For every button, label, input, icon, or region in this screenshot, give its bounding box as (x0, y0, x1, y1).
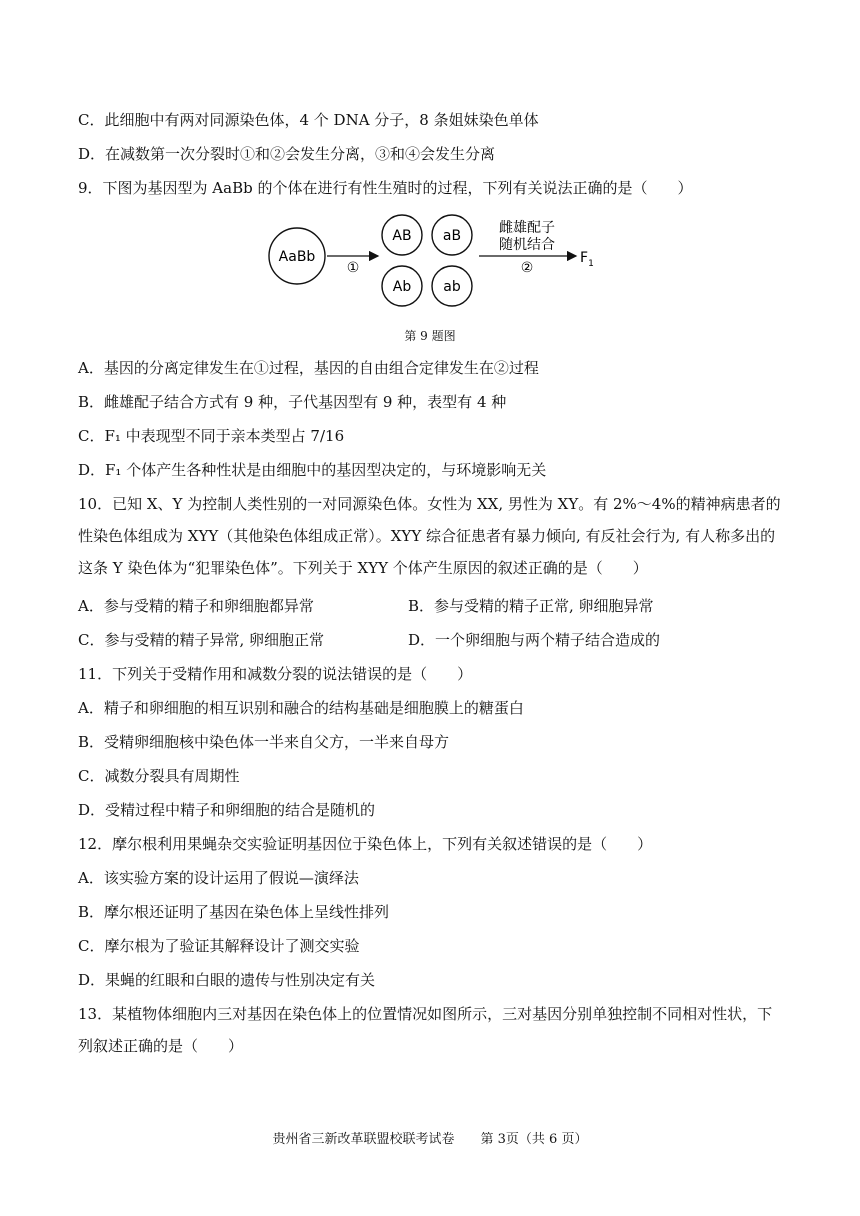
arrow-label-line1: 雌雄配子 (499, 220, 555, 236)
step-1-label: ① (346, 260, 360, 276)
q12-option-c: C．摩尔根为了验证其解释设计了测交实验 (78, 937, 360, 955)
gamete-label: ab (443, 279, 461, 295)
q10-option-c: C．参与受精的精子异常, 卵细胞正常 (78, 631, 325, 649)
q8-option-d: D．在减数第一次分裂时①和②会发生分离，③和④会发生分离 (78, 145, 496, 163)
page-footer: 贵州省三新改革联盟校联考试卷 第 3页（共 6 页） (272, 1132, 588, 1147)
q12-option-d: D．果蝇的红眼和白眼的遗传与性别决定有关 (78, 971, 376, 989)
q11-option-d: D．受精过程中精子和卵细胞的结合是随机的 (78, 801, 376, 819)
gamete-big-a-small-b (382, 266, 422, 306)
q12-option-b: B．摩尔根还证明了基因在染色体上呈线性排列 (78, 903, 390, 921)
gamete-ab-lower (432, 266, 472, 306)
q11-option-b: B．受精卵细胞核中染色体一半来自父方，一半来自母方 (78, 733, 450, 751)
gamete-label: Ab (392, 279, 412, 295)
q13-stem: 13．某植物体细胞内三对基因在染色体上的位置情况如图所示，三对基因分别单独控制不同相对性状，下列叙述正确的是（ ） (78, 1005, 773, 1055)
q9-option-a: A．基因的分离定律发生在①过程，基因的自由组合定律发生在②过程 (78, 359, 539, 377)
q10-option-a: A．参与受精的精子和卵细胞都异常 (78, 597, 314, 615)
q9-figure-caption: 第 9 题图 (404, 329, 456, 343)
gamete-label: AB (392, 228, 412, 244)
q9-option-d: D．F₁ 个体产生各种性状是由细胞中的基因型决定的，与环境影响无关 (78, 461, 547, 479)
q8-option-c: C．此细胞中有两对同源染色体，4 个 DNA 分子，8 条姐妹染色单体 (78, 111, 539, 129)
q10-option-d: D．一个卵细胞与两个精子结合造成的 (408, 631, 661, 649)
gamete-ab-upper (382, 215, 422, 255)
q11-option-a: A．精子和卵细胞的相互识别和融合的结构基础是细胞膜上的糖蛋白 (78, 699, 524, 717)
q9-stem: 9．下图为基因型为 AaBb 的个体在进行有性生殖时的过程，下列有关说法正确的是（ ） (78, 179, 693, 197)
q12-option-a: A．该实验方案的设计运用了假说—演绎法 (78, 869, 359, 887)
q11-stem: 11．下列关于受精作用和减数分裂的说法错误的是（ ） (78, 665, 473, 683)
step-2-label: ② (520, 260, 534, 276)
q9-option-c: C．F₁ 中表现型不同于亲本类型占 7/16 (78, 427, 345, 445)
parent-cell (269, 228, 325, 284)
q9-option-b: B．雌雄配子结合方式有 9 种，子代基因型有 9 种，表型有 4 种 (78, 393, 507, 411)
parent-genotype: AaBb (278, 249, 316, 265)
gamete-label: aB (442, 228, 462, 244)
q12-stem: 12．摩尔根利用果蝇杂交实验证明基因位于染色体上，下列有关叙述错误的是（ ） (78, 835, 653, 853)
gamete-small-a-big-b (432, 215, 472, 255)
gamete-diagram (265, 208, 605, 318)
q11-option-c: C．减数分裂具有周期性 (78, 767, 240, 785)
f1-label: $F_1$ (580, 250, 594, 269)
q9-figure (265, 208, 605, 318)
q10-option-b: B．参与受精的精子正常, 卵细胞异常 (408, 597, 654, 615)
q10-stem: 10．已知 X、Y 为控制人类性别的一对同源染色体。女性为 XX, 男性为 XY。有 2%～4%的精神病患者的性染色体组成为 XYY（其他染色体组成正常）。XYY 综合征患者有暴力倾向, 有反社会行为, 有人称多出的这条 Y 染色体为“犯罪染色体”。下列关于 XYY 个体产生原因的叙述正确的是（ ） (78, 495, 781, 577)
arrow-label-line2: 随机结合 (499, 237, 555, 253)
